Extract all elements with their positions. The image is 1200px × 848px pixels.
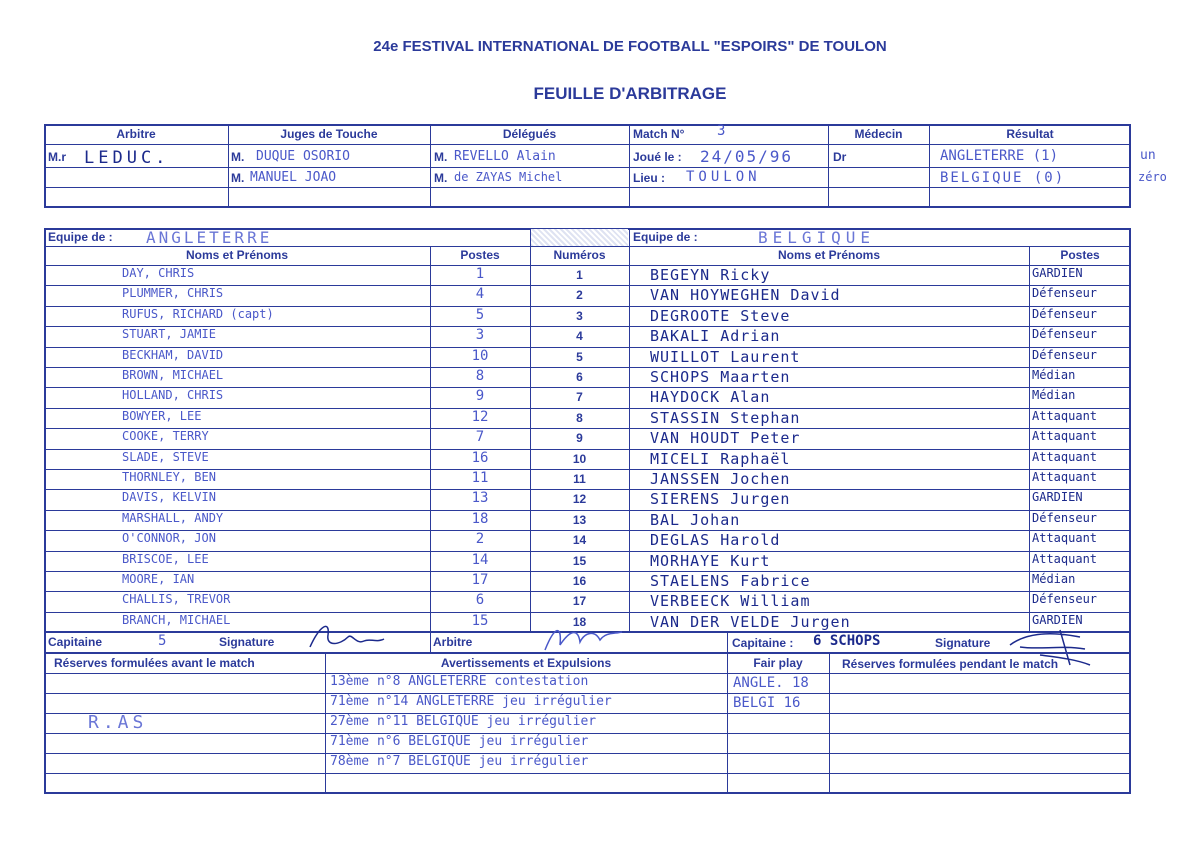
played-date: 24/05/96 <box>700 147 794 166</box>
team-a-player-name: BECKHAM, DAVID <box>122 348 224 362</box>
shaded-cell <box>531 229 628 246</box>
place-label: Lieu : <box>633 171 665 185</box>
row-divider <box>44 571 1131 572</box>
player-number: 6 <box>576 370 583 384</box>
referee-name: LEDUC. <box>84 148 170 168</box>
team-b-player-name: VAN HOYWEGHEN David <box>650 286 841 304</box>
team-a-player-name: SLADE, STEVE <box>122 450 209 464</box>
warning-line: 71ème n°6 BELGIQUE jeu irrégulier <box>330 734 589 749</box>
player-number: 8 <box>576 411 583 425</box>
posts-header-a: Postes <box>460 248 500 262</box>
player-number: 4 <box>576 329 583 343</box>
team-b-player-post: Médian <box>1032 368 1076 382</box>
player-number: 18 <box>572 615 587 629</box>
team-a-player-post: 15 <box>471 613 489 629</box>
player-number: 17 <box>572 594 587 608</box>
team-a-player-post: 8 <box>475 368 485 384</box>
team-b-name: BELGIQUE <box>758 228 876 247</box>
team-a-player-post: 9 <box>475 388 485 404</box>
result-note-2: zéro <box>1138 170 1167 184</box>
team-b-player-name: STAELENS Fabrice <box>650 572 811 590</box>
warnings-header: Avertissements et Expulsions <box>440 656 612 670</box>
warning-line: 13ème n°8 ANGLETERRE contestation <box>330 674 589 689</box>
delegate1-name: REVELLO Alain <box>454 149 556 164</box>
team-a-player-name: PLUMMER, CHRIS <box>122 286 224 300</box>
team-a-name: ANGLETERRE <box>146 228 273 247</box>
delegates-header: Délégués <box>502 127 557 141</box>
team-a-player-post: 17 <box>471 572 489 588</box>
team-a-player-post: 2 <box>475 531 485 547</box>
linesman2-name: MANUEL JOAO <box>250 170 337 185</box>
team-b-player-name: DEGROOTE Steve <box>650 307 791 325</box>
team-a-label: Equipe de : <box>48 230 113 244</box>
linesman1-prefix: M. <box>231 150 245 164</box>
signature-a-label: Signature <box>219 635 275 649</box>
referee-header: Arbitre <box>116 127 156 141</box>
team-b-player-post: GARDIEN <box>1032 266 1083 280</box>
played-label: Joué le : <box>633 150 682 164</box>
posts-header-b: Postes <box>1060 248 1100 262</box>
team-b-player-post: Attaquant <box>1032 552 1098 566</box>
team-a-player-post: 18 <box>471 511 489 527</box>
player-number: 11 <box>573 472 586 486</box>
player-number: 5 <box>576 350 583 364</box>
player-number: 15 <box>572 554 587 568</box>
team-b-player-post: GARDIEN <box>1032 490 1083 504</box>
team-a-player-post: 5 <box>475 307 485 323</box>
player-number: 16 <box>572 574 587 588</box>
team-a-player-post: 3 <box>475 327 485 343</box>
team-a-player-name: BROWN, MICHAEL <box>122 368 224 382</box>
team-b-player-name: MICELI Raphaël <box>650 450 791 468</box>
team-b-player-name: JANSSEN Jochen <box>650 470 791 488</box>
result-line-1: ANGLETERRE (1) <box>940 148 1059 164</box>
result-note-1: un <box>1140 148 1156 163</box>
team-b-player-post: Médian <box>1032 388 1076 402</box>
team-b-player-name: BEGEYN Ricky <box>650 266 771 284</box>
team-b-player-name: DEGLAS Harold <box>650 531 781 549</box>
team-a-player-post: 7 <box>475 429 485 445</box>
team-a-player-post: 16 <box>471 450 489 466</box>
player-number: 2 <box>576 288 583 302</box>
team-b-player-post: Défenseur <box>1032 348 1098 362</box>
delegate2-name: de ZAYAS Michel <box>454 170 563 184</box>
match-no-value: 3 <box>717 123 726 139</box>
team-b-player-name: WUILLOT Laurent <box>650 348 801 366</box>
numbers-header: Numéros <box>553 248 606 262</box>
team-a-player-name: DAY, CHRIS <box>122 266 195 280</box>
team-b-player-post: GARDIEN <box>1032 613 1083 627</box>
team-a-player-name: BRANCH, MICHAEL <box>122 613 231 627</box>
team-a-player-name: O'CONNOR, JON <box>122 531 216 545</box>
linesman2-prefix: M. <box>231 171 245 185</box>
team-a-player-post: 6 <box>475 592 485 608</box>
team-b-player-name: VERBEECK William <box>650 592 811 610</box>
team-a-player-name: MOORE, IAN <box>122 572 195 586</box>
result-line-2: BELGIQUE (0) <box>940 170 1066 186</box>
team-a-player-name: CHALLIS, TREVOR <box>122 592 231 606</box>
team-b-player-name: SCHOPS Maarten <box>650 368 791 386</box>
team-b-player-post: Attaquant <box>1032 409 1098 423</box>
player-number: 14 <box>572 533 587 547</box>
team-b-player-post: Défenseur <box>1032 592 1098 606</box>
result-header: Résultat <box>1006 127 1054 141</box>
sheet-title: FEUILLE D'ARBITRAGE <box>533 84 727 103</box>
names-header-a: Noms et Prénoms <box>185 248 289 262</box>
team-a-player-name: MARSHALL, ANDY <box>122 511 224 525</box>
team-b-label: Equipe de : <box>633 230 698 244</box>
linesmen-header: Juges de Touche <box>280 127 378 141</box>
captain-b-label: Capitaine : <box>732 636 794 650</box>
ras-note: R.AS <box>88 712 148 733</box>
player-number: 1 <box>576 268 583 282</box>
team-a-player-name: BOWYER, LEE <box>122 409 202 423</box>
fair-play-line: ANGLE. 18 <box>733 675 809 691</box>
team-a-player-post: 13 <box>471 490 489 506</box>
captain-a-value: 5 <box>158 633 167 649</box>
player-number: 3 <box>576 309 583 323</box>
team-b-player-post: Attaquant <box>1032 531 1098 545</box>
team-a-player-name: DAVIS, KELVIN <box>122 490 216 504</box>
player-number: 12 <box>572 492 587 506</box>
festival-title: 24e FESTIVAL INTERNATIONAL DE FOOTBALL "ESPOIRS" DE TOULON <box>373 38 887 55</box>
team-b-player-post: Attaquant <box>1032 429 1098 443</box>
player-number: 13 <box>572 513 587 527</box>
captain-a-signature <box>300 615 390 655</box>
fair-play-line: BELGI 16 <box>733 695 801 711</box>
team-b-player-post: Attaquant <box>1032 470 1098 484</box>
player-number: 10 <box>572 452 587 466</box>
team-b-player-name: MORHAYE Kurt <box>650 552 771 570</box>
team-b-player-name: HAYDOCK Alan <box>650 388 771 406</box>
team-b-player-post: Défenseur <box>1032 511 1098 525</box>
warning-line: 71ème n°14 ANGLETERRE jeu irrégulier <box>330 694 612 709</box>
captain-b-value: 6 SCHOPS <box>813 633 881 649</box>
team-a-player-name: HOLLAND, CHRIS <box>122 388 224 402</box>
team-b-player-name: VAN HOUDT Peter <box>650 429 801 447</box>
team-b-player-name: BAKALI Adrian <box>650 327 781 345</box>
fair-play-header: Fair play <box>753 656 803 670</box>
team-b-player-post: Médian <box>1032 572 1076 586</box>
team-a-player-name: RUFUS, RICHARD (capt) <box>122 307 274 321</box>
reserves-divider <box>44 773 1131 774</box>
team-b-player-name: VAN DER VELDE Jurgen <box>650 613 851 631</box>
team-a-player-name: STUART, JAMIE <box>122 327 216 341</box>
team-a-player-post: 10 <box>471 348 489 364</box>
team-a-player-name: COOKE, TERRY <box>122 429 209 443</box>
team-b-player-name: STASSIN Stephan <box>650 409 801 427</box>
team-a-player-post: 12 <box>471 409 489 425</box>
team-b-player-post: Défenseur <box>1032 286 1098 300</box>
team-a-player-name: THORNLEY, BEN <box>122 470 216 484</box>
team-b-player-post: Défenseur <box>1032 307 1098 321</box>
warning-line: 27ème n°11 BELGIQUE jeu irrégulier <box>330 714 597 729</box>
player-number: 9 <box>576 431 583 445</box>
warning-line: 78ème n°7 BELGIQUE jeu irrégulier <box>330 754 589 769</box>
team-a-player-post: 4 <box>475 286 485 302</box>
team-a-player-post: 1 <box>475 266 485 282</box>
team-a-player-name: BRISCOE, LEE <box>122 552 209 566</box>
captain-a-label: Capitaine <box>48 635 103 649</box>
names-header-b: Noms et Prénoms <box>777 248 881 262</box>
reserves-during-header: Réserves formulées pendant le match <box>842 657 1059 671</box>
referee-sign-label: Arbitre <box>433 635 473 649</box>
team-b-player-name: BAL Johan <box>650 511 741 529</box>
doctor-header: Médecin <box>854 127 903 141</box>
team-b-player-post: Défenseur <box>1032 327 1098 341</box>
delegate2-prefix: M. <box>434 171 448 185</box>
row-divider <box>44 408 1131 409</box>
place-value: TOULON <box>686 169 761 185</box>
team-a-player-post: 14 <box>471 552 489 568</box>
player-number: 7 <box>576 390 583 404</box>
linesman1-name: DUQUE OSORIO <box>256 149 350 164</box>
team-a-player-post: 11 <box>471 470 489 486</box>
signature-b-label: Signature <box>935 636 991 650</box>
match-no-label: Match N° <box>633 127 685 141</box>
doctor-label: Dr <box>833 150 847 164</box>
referee-prefix: M.r <box>48 150 66 164</box>
team-b-player-post: Attaquant <box>1032 450 1098 464</box>
team-b-player-name: SIERENS Jurgen <box>650 490 791 508</box>
reserves-before-header: Réserves formulées avant le match <box>54 656 255 670</box>
delegate1-prefix: M. <box>434 150 448 164</box>
